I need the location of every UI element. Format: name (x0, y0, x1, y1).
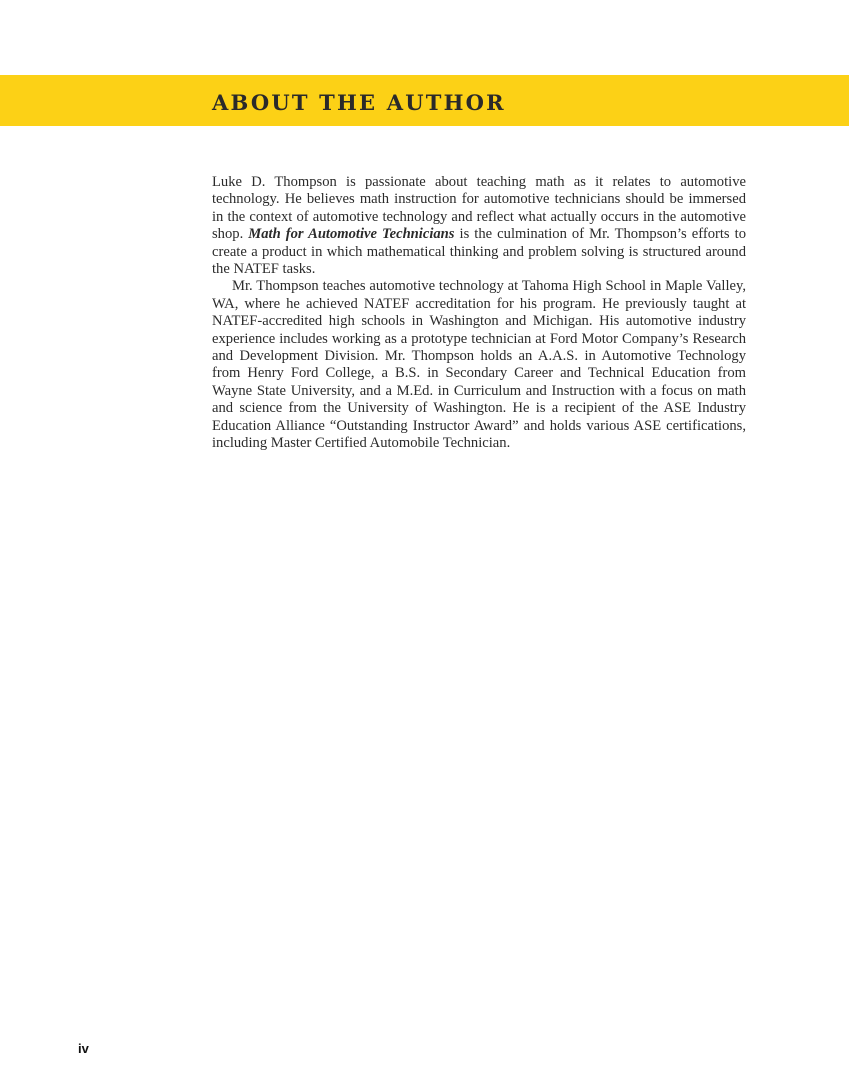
bio-paragraph-1-rest: is the culmination of Mr. Thompson’s efforts to create a product in which mathematical thinking and problem solving is structured around the NATEF tasks. (212, 226, 746, 278)
author-bio (212, 174, 746, 453)
bio-paragraph-1-intro: Luke D. Thompson is passionate about teaching math as it relates to automotive technology. He believes math instruction for automotive technicians should be immersed in the context of automotive technology and reflect what actually occurs in the automotive shop. (212, 174, 746, 243)
book-title: Math for Automotive Technicians (248, 226, 455, 243)
bio-paragraph-1 (212, 174, 746, 278)
section-title: ABOUT THE AUTHOR (212, 90, 506, 115)
bio-paragraph-2: Mr. Thompson teaches automotive technology at Tahoma High School in Maple Valley, WA, where he achieved NATEF accreditation for his program. He previously taught at NATEF-accredited high schools in Washington and Michigan. His automotive industry experience includes working as a prototype technician at Ford Motor Company’s Research and Development Division. Mr. Thompson holds an A.A.S. in Automotive Technology from Henry Ford College, a B.S. in Secondary Career and Technical Education from Wayne State University, and a M.Ed. in Curriculum and Instruction with a focus on math and science from the University of Washington. He is a recipient of the ASE Industry Education Alliance “Outstanding Instructor Award” and holds various ASE certifications, including Master Certified Automobile Technician. (212, 278, 746, 452)
page-number: iv (78, 1041, 89, 1056)
